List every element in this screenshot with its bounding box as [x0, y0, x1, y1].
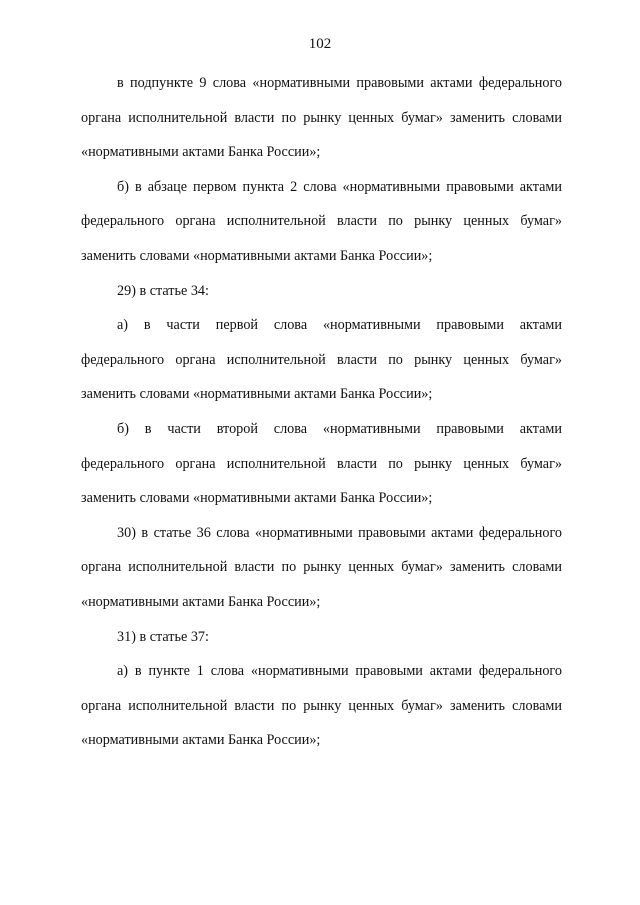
paragraph-first-line: в подпунктe 9 слова «нормативными правовыми актами [117, 75, 473, 91]
paragraph-first-line: 30) в статье 36 слова «нормативными правовыми актами [117, 524, 474, 541]
paragraph [81, 308, 562, 412]
paragraph [81, 620, 562, 655]
paragraph [81, 170, 562, 274]
page-number: 102 [308, 36, 332, 52]
paragraph-first-line: 31) в статье 37: [117, 628, 209, 645]
paragraph [81, 654, 562, 758]
paragraph-first-line: б) в части второй слова «нормативными правовыми актами [117, 420, 562, 437]
paragraph-continuation: федерального органа исполнительной власти по рынку ценных бумаг» заменить словами «нормативными актами Банка России»; [81, 455, 562, 507]
paragraph [81, 66, 562, 170]
paragraph-continuation: органа исполнительной власти по рынку ценных бумаг» заменить словами «нормативными актами Банка России»; [81, 697, 562, 749]
paragraph-first-line: а) в пункте 1 слова «нормативными правовыми актами федерального [117, 663, 562, 680]
paragraph [81, 516, 562, 620]
paragraph-first-line: б) в абзаце первом пункта 2 слова «нормативными правовыми [117, 178, 514, 195]
document-body [81, 66, 562, 758]
paragraph-continuation: федерального органа исполнительной власти по рынку ценных бумаг» заменить словами «нормативными актами Банка России»; [81, 524, 563, 610]
paragraph-first-line: 29) в статье 34: [117, 282, 209, 299]
paragraph-continuation: федерального органа исполнительной власти по рынку ценных бумаг» заменить словами «нормативными актами Банка России»; [81, 75, 563, 161]
paragraph [81, 412, 562, 516]
paragraph [81, 274, 562, 309]
paragraph-first-line: а) в части первой слова «нормативными правовыми актами [117, 317, 562, 334]
paragraph-continuation: актами федерального органа исполнительной власти по рынку ценных бумаг» заменить словами «нормативными актами Банка России»; [81, 178, 562, 264]
paragraph-continuation: федерального органа исполнительной власти по рынку ценных бумаг» заменить словами «нормативными актами Банка России»; [81, 351, 562, 403]
